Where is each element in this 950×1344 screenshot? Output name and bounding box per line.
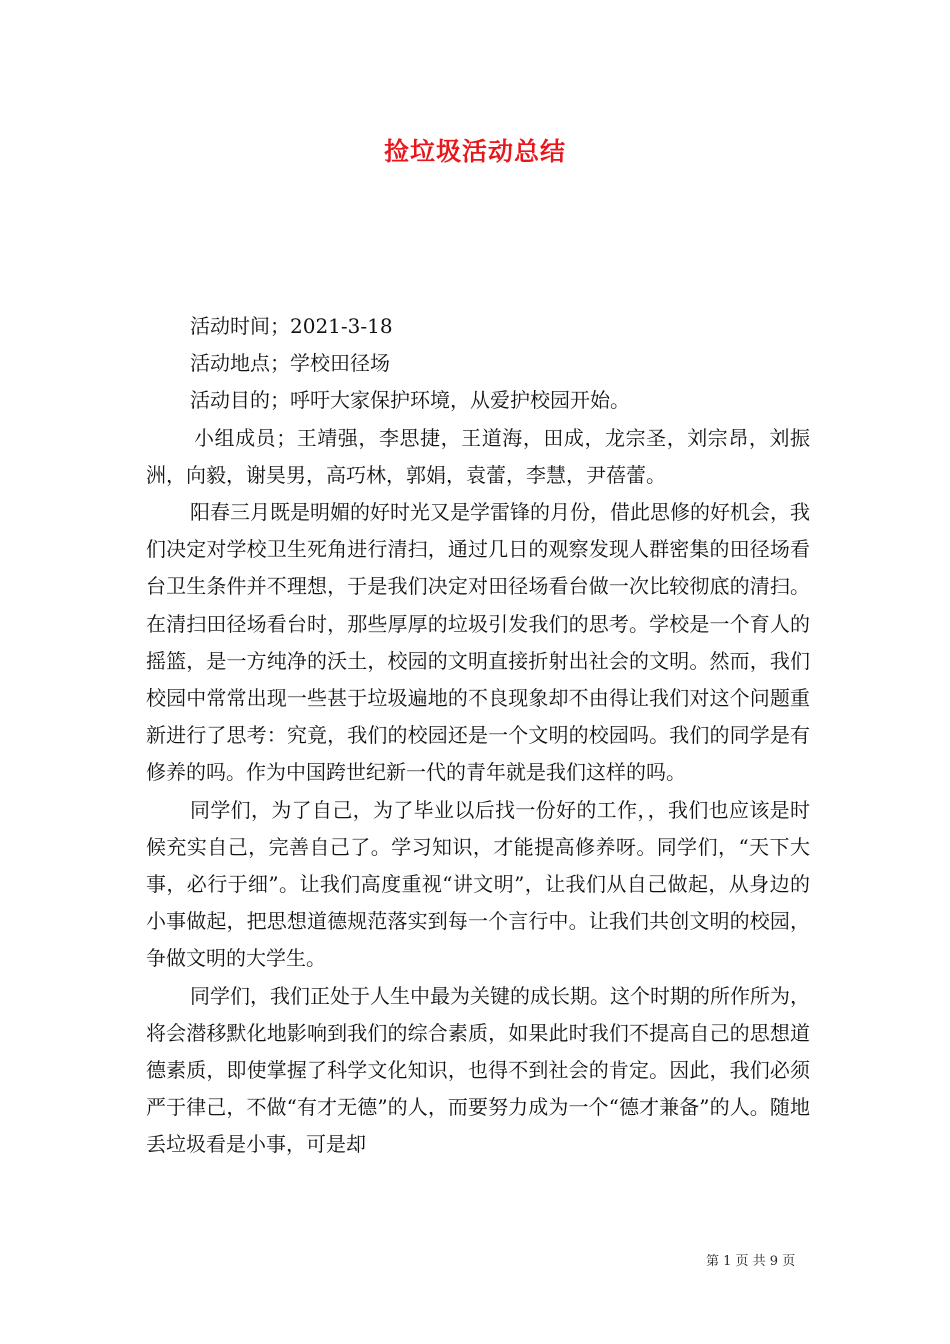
activity-place: 活动地点；学校田径场	[190, 351, 390, 376]
page-number-footer: 第 1 页 共 9 页	[706, 1254, 796, 1269]
group-members: 小组成员；王靖强，李思捷，王道海，田成，龙宗圣，刘宗昂，刘振洲，向毅，谢昊男，高巧林，郭娟，袁蕾，李慧，尹蓓蕾。	[146, 425, 810, 487]
paragraph-1: 阳春三月既是明媚的好时光又是学雷锋的月份，借此思修的好机会，我们决定对学校卫生死角进行清扫，通过几日的观察发现人群密集的田径场看台卫生条件并不理想，于是我们决定对田径场看台做一次比较彻底的清扫。在清扫田径场看台时，那些厚厚的垃圾引发我们的思考。学校是一个育人的摇篮，是一方纯净的沃土，校园的文明直接折射出社会的文明。然而，我们校园中常常出现一些甚于垃圾遍地的不良现象却不由得让我们对这个问题重新进行了思考：究竟，我们的校园还是一个文明的校园吗。我们的同学是有修养的吗。作为中国跨世纪新一代的青年就是我们这样的吗。	[146, 500, 810, 785]
document-title: 捡垃圾活动总结	[383, 137, 566, 166]
paragraph-2: 同学们，为了自己，为了毕业以后找一份好的工作，，我们也应该是时候充实自己，完善自己了。学习知识，才能提高修养呀。同学们，“天下大事，必行于细”。让我们高度重视“讲文明”，让我们从自己做起，从身边的小事做起，把思想道德规范落实到每一个言行中。让我们共创文明的校园，争做文明的大学生。	[146, 797, 810, 971]
document-body	[146, 308, 810, 1164]
activity-time: 活动时间；2021-3-18	[190, 314, 393, 338]
activity-purpose: 活动目的；呼吁大家保护环境，从爱护校园开始。	[190, 388, 630, 413]
paragraph-3: 同学们，我们正处于人生中最为关键的成长期。这个时期的所作所为，将会潜移默化地影响到我们的综合素质，如果此时我们不提高自己的思想道德素质，即使掌握了科学文化知识，也得不到社会的肯定。因此，我们必须严于律己，不做“有才无德”的人，而要努力成为一个“德才兼备”的人。随地丢垃圾看是小事，可是却	[146, 983, 810, 1157]
